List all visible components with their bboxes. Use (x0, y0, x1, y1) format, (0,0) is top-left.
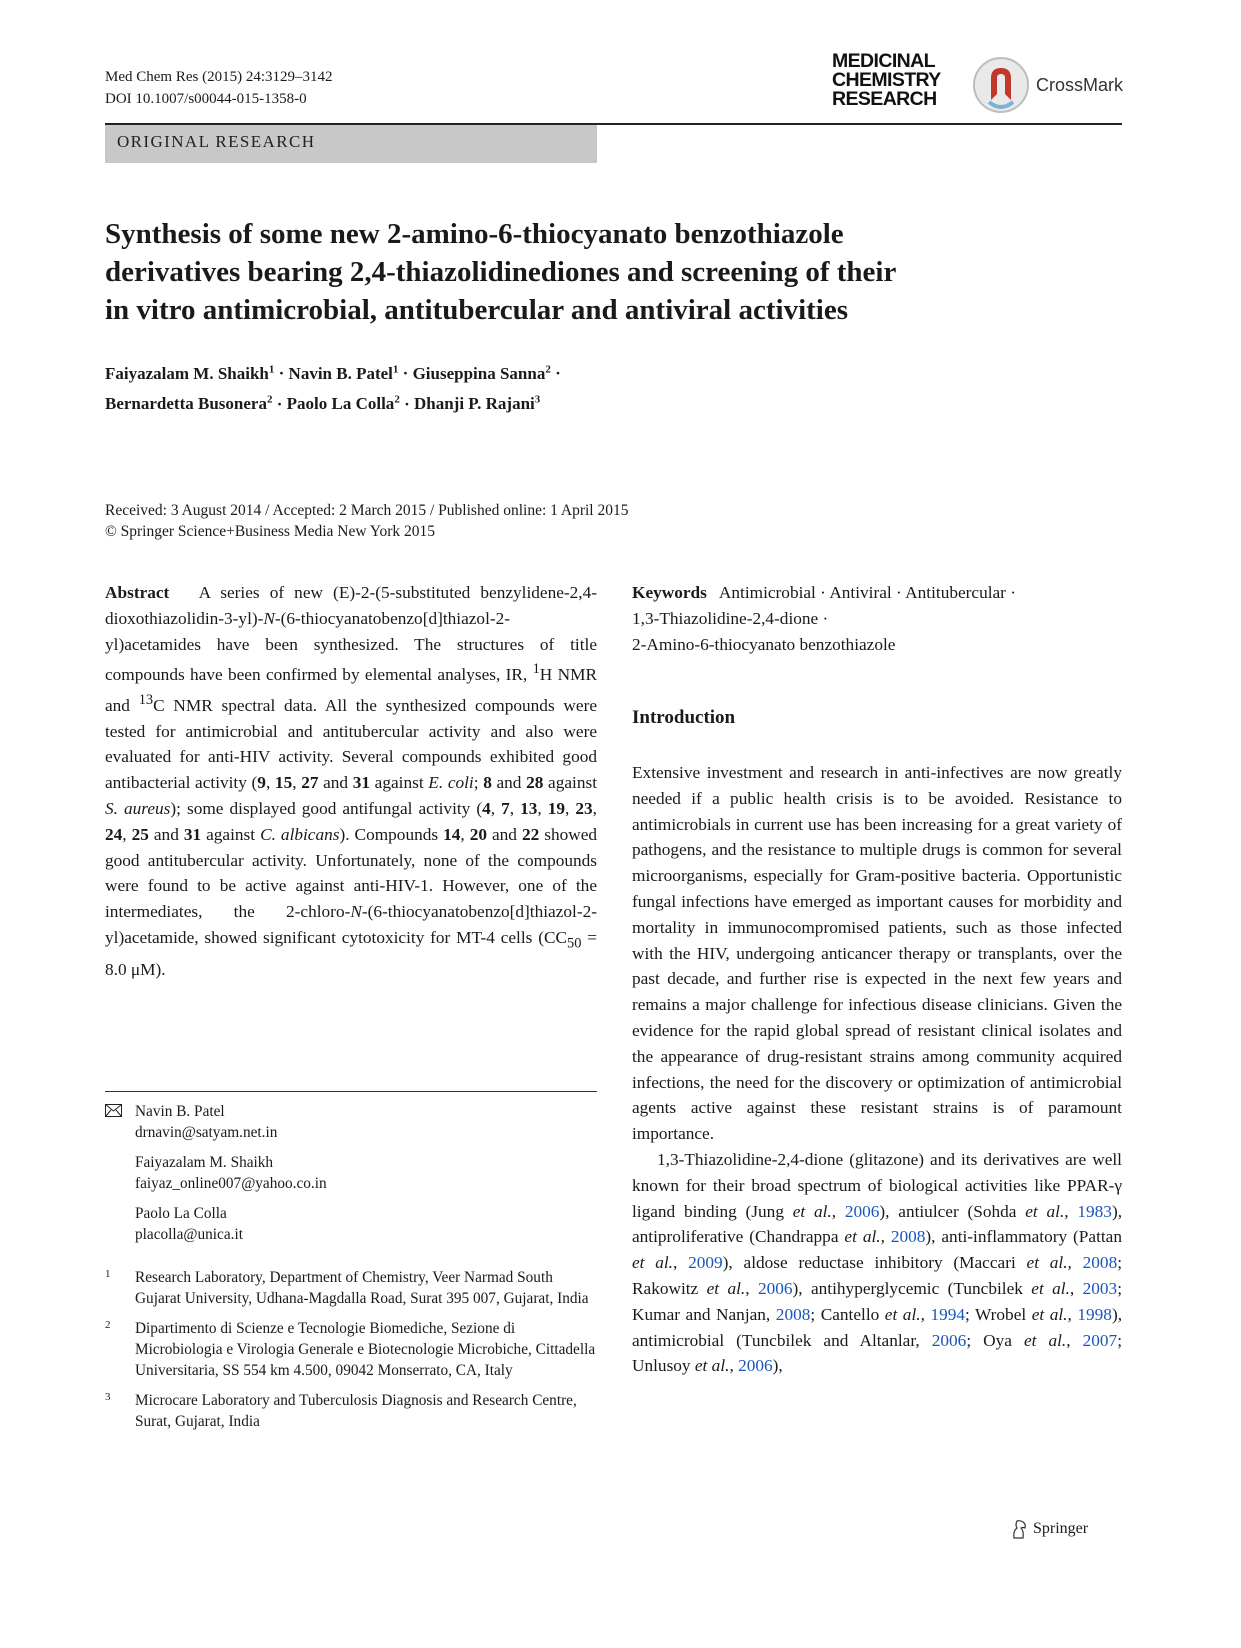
author[interactable]: Faiyazalam M. Shaikh$^1$ (105, 363, 275, 383)
author[interactable]: Navin B. Patel$^1$ (288, 363, 399, 383)
publisher-name: Springer (1033, 1520, 1089, 1537)
springer-horse-icon (1011, 1519, 1028, 1539)
section-banner (105, 125, 597, 163)
citation-link[interactable]: 2008 (775, 1304, 811, 1324)
contact-name: Navin B. Patel (135, 1103, 225, 1120)
citation-link[interactable]: 2008 (1082, 1253, 1118, 1273)
citation-link[interactable]: 2008 (890, 1227, 926, 1247)
affiliation (105, 1318, 597, 1381)
intro-paragraph-1: Extensive investment and research in anti-infectives are now greatly needed if a public health crisis is to be avoided. Resistance to antimicrobials in current use has been increasing for a great variety of pathogens, and the resistance to multiple drugs is common for several microorganisms, especially for Gram-positive bacteria. Opportunistic fungal infections have emerged as important causes for morbidity and mortality in immunocompromised patients, such as those infected with the HIV, undergoing anticancer therapy or transplants, over the past decade, and further rise is expected in the next few years and remains a major challenge for infectious disease clinicians. Given the evidence for the rapid global spread of resistant clinical isolates and the appearance of drug-resistant strains among community acquired infections, the need for the discovery or optimization of antimicrobial agents active against these resistant strains is of paramount importance. (632, 763, 1122, 1144)
affiliation-text: Research Laboratory, Department of Chemistry, Veer Narmad South Gujarat University, Udhana-Magdalla Road, Surat 395 007, Gujarat, India (135, 1269, 589, 1307)
keyword: 2-Amino-6-thiocyanato benzothiazole (632, 634, 896, 654)
author[interactable]: Giuseppina Sanna$^2$ (412, 363, 551, 383)
contact-name: Faiyazalam M. Shaikh (135, 1154, 274, 1171)
citation-link[interactable]: 2006 (844, 1201, 880, 1221)
citation-link[interactable]: 1983 (1077, 1201, 1112, 1221)
keyword: Antitubercular (905, 583, 1006, 602)
citation-link[interactable]: 1994 (930, 1304, 966, 1324)
affiliation-text: Microcare Laboratory and Tuberculosis Diagnosis and Research Centre, Surat, Gujarat, India (135, 1392, 577, 1430)
author-list: Faiyazalam M. Shaikh$^1$ · Navin B. Patel$^1$ · Giuseppina Sanna$^2$ · Bernardetta Busonera$^2$ · Paolo La Colla$^2$ · Dhanji P. Rajani$^3$ (105, 363, 561, 414)
history-dates: Received: 3 August 2014 / Accepted: 2 March 2015 / Published online: 1 April 2015 (105, 502, 629, 519)
introduction-heading: Introduction (632, 707, 736, 728)
affiliations (105, 1267, 597, 1441)
crossmark-icon[interactable] (972, 56, 1030, 114)
footnote-separator (105, 1091, 597, 1092)
abstract-label: Abstract (105, 583, 170, 602)
citation-link[interactable]: 2006 (931, 1330, 967, 1350)
introduction-body (632, 760, 1122, 1379)
publisher-logo (1033, 1520, 1088, 1538)
affiliation-number: 3 (105, 1391, 111, 1403)
correspondence (105, 1101, 597, 1254)
affiliation (105, 1390, 597, 1432)
journal-logo-text: MEDICINAL CHEMISTRY RESEARCH (832, 50, 941, 110)
citation-link[interactable]: 2003 (1082, 1278, 1118, 1298)
keyword: Antiviral (829, 583, 892, 602)
keyword: 1,3-Thiazolidine-2,4-dione (632, 608, 819, 628)
journal-reference (105, 66, 332, 110)
corresponding-author (105, 1101, 597, 1143)
journal-citation: Med Chem Res (2015) 24:3129–3142 (105, 69, 333, 85)
keyword: Antimicrobial (718, 583, 816, 602)
citation-link[interactable]: 1998 (1077, 1304, 1112, 1324)
author[interactable]: Bernardetta Busonera$^2$ (105, 393, 273, 414)
abstract: Abstract A series of new (E)-2-(5-substituted benzylidene-2,4-dioxothiazolidin-3-yl)-N-(6-thiocyanatobenzo[d]thiazol-2-yl)acetamides have been synthesized. The structures of title compounds have been confirmed by elemental analyses, IR, $^1$H NMR and $^{13}$C NMR spectral data. All the synthesized compounds were tested for antimicrobial and antitubercular activity and also were evaluated for anti-HIV activity. Several compounds exhibited good antibacterial activity (9, 15, 27 and 31 against E. coli; 8 and 28 against S. aureus); some displayed good antifungal activity (4, 7, 13, 19, 23, 24, 25 and 31 against C. albicans). Compounds 14, 20 and 22 showed good antitubercular activity. Unfortunately, none of the compounds were found to be active against anti-HIV-1. However, one of the intermediates, the 2-chloro-N-(6-thiocyanatobenzo[d]thiazol-2-yl)acetamide, showed significant cytotoxicity for MT-4 cells ($CC_{50} = 8.0$ μM). (105, 583, 598, 980)
author[interactable]: Dhanji P. Rajani$^3$ (413, 393, 541, 414)
contact-email[interactable]: placolla@unica.it (135, 1226, 243, 1243)
contact-entry (105, 1203, 597, 1245)
doi[interactable]: DOI 10.1007/s00044-015-1358-0 (105, 91, 307, 107)
article-title: Synthesis of some new 2-amino-6-thiocyanato benzothiazole derivatives bearing 2,4-thiazolidinediones and screening of their in vitro antimicrobial, antitubercular and antiviral activities (105, 218, 897, 326)
contact-email[interactable]: drnavin@satyam.net.in (135, 1124, 278, 1141)
citation-link[interactable]: 2007 (1082, 1330, 1118, 1350)
contact-name: Paolo La Colla (135, 1205, 227, 1222)
intro-paragraph-2: 1,3-Thiazolidine-2,4-dione (glitazone) and its derivatives are well known for their broad spectrum of biological activities like PPAR-γ ligand binding (Jung et al., 2006), antiulcer (Sohda et al., 1983), antiproliferative (Chandrappa et al., 2008), anti-inflammatory (Pattan et al., 2009), aldose reductase inhibitory (Maccari et al., 2008; Rakowitz et al., 2006), antihyperglycemic (Tuncbilek et al., 2003; Kumar and Nanjan, 2008; Cantello et al., 1994; Wrobel et al., 1998), antimicrobial (Tuncbilek and Altanlar, 2006; Oya et al., 2007; Unlusoy et al., 2006), (632, 1149, 1123, 1376)
keywords: Keywords Antimicrobial · Antiviral · Antitubercular · 1,3-Thiazolidine-2,4-dione · 2-Amino-6-thiocyanato benzothiazole (632, 583, 1017, 654)
envelope-icon (105, 1104, 122, 1117)
author[interactable]: Paolo La Colla$^2$ (286, 393, 400, 414)
contact-entry (105, 1152, 597, 1194)
publication-dates (105, 500, 629, 542)
affiliation-number: 1 (105, 1268, 111, 1280)
copyright: © Springer Science+Business Media New York 2015 (105, 523, 436, 540)
affiliation (105, 1267, 597, 1309)
section-banner-label: ORIGINAL RESEARCH (117, 132, 316, 151)
journal-logo (832, 52, 1122, 122)
affiliation-number: 2 (105, 1319, 111, 1331)
keywords-label: Keywords (632, 583, 707, 602)
citation-link[interactable]: 2006 (757, 1278, 793, 1298)
crossmark-label[interactable]: CrossMark (1036, 75, 1124, 95)
citation-link[interactable]: 2009 (688, 1253, 723, 1273)
contact-email[interactable]: faiyaz_online007@yahoo.co.in (135, 1175, 327, 1192)
citation-link[interactable]: 2006 (738, 1356, 773, 1376)
affiliation-text: Dipartimento di Scienze e Tecnologie Biomediche, Sezione di Microbiologia e Virologia Generale e Biotecnologie Microbiche, Cittadella Universitaria, SS 554 km 4.500, 09042 Monserrato, CA, Italy (135, 1320, 596, 1379)
